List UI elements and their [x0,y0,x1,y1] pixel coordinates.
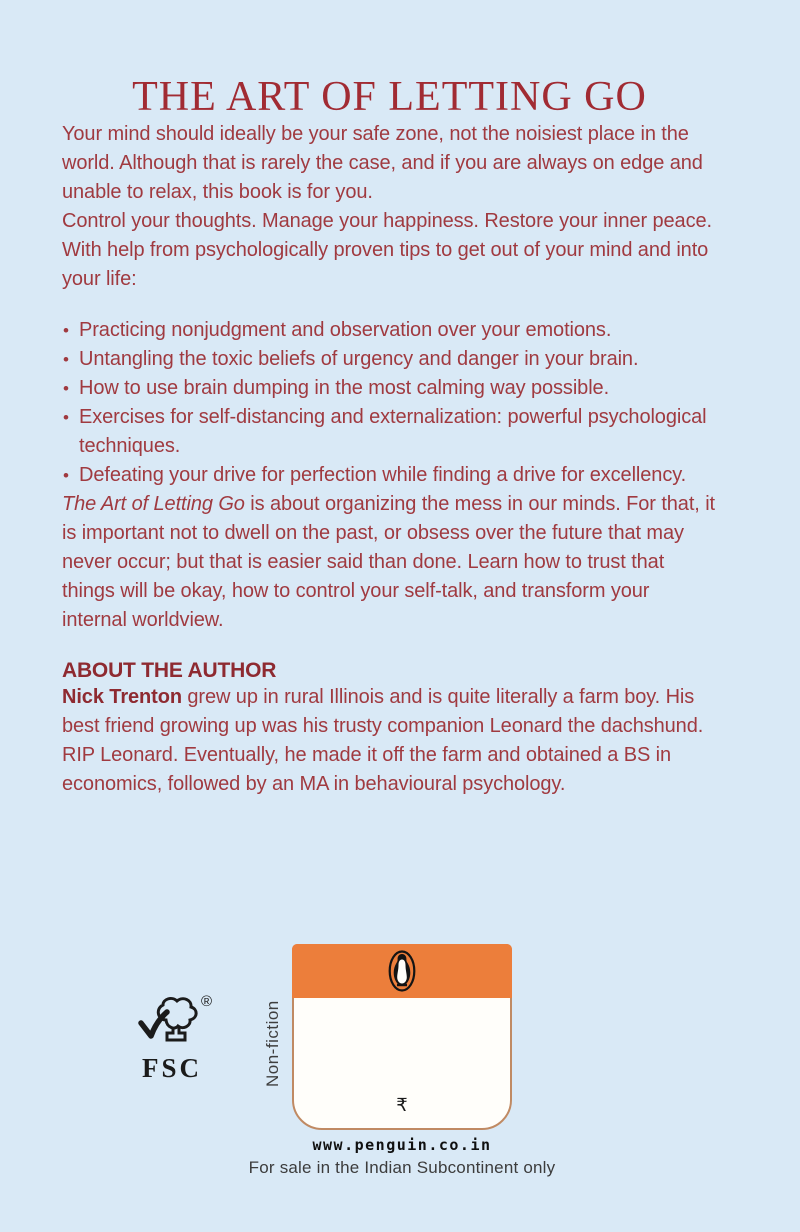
book-title-inline: The Art of Letting Go [62,493,245,516]
bullet-item [62,316,717,345]
closing-text: is about organizing the mess in our minds. For that, it is important not to dwell on the past, or obsess over the future that may never occur; but that is easier said than done. Learn how to trust that things will be okay, how to control your self-talk, and transform your internal worldview. [62,493,715,632]
bullet-item [62,345,717,374]
about-the-author-heading: ABOUT THE AUTHOR [62,659,277,683]
bullet-item [62,403,717,461]
cover-text-block [62,0,717,799]
bullet-text: Exercises for self-distancing and externalization: powerful psychological techniques. [79,406,707,458]
author-bio-paragraph [62,683,717,799]
fsc-tree-checkmark-icon [135,996,209,1046]
author-name: Nick Trenton [62,686,182,709]
bullet-text: Practicing nonjudgment and observation over your emotions. [79,319,612,342]
penguin-orange-band [292,944,512,998]
fsc-logo [130,993,214,1084]
bullet-text: Untangling the toxic beliefs of urgency and danger in your brain. [79,348,639,371]
fsc-label: FSC [141,1053,202,1083]
intro-paragraph-1: Your mind should ideally be your safe zone, not the noisiest place in the world. Although that is rarely the case, and if you are always on edge and unable to relax, this book is for you. [62,123,703,204]
rupee-icon: ₹ [396,1095,408,1115]
sale-restriction-note: For sale in the Indian Subcontinent only [248,1158,556,1177]
bullet-text: Defeating your drive for perfection while finding a drive for excellency. [79,464,687,487]
penguin-logo-icon [387,949,417,993]
book-title: THE ART OF LETTING GO [132,74,647,120]
registered-trademark-icon: ® [200,993,212,1010]
bullet-item [62,461,717,490]
bullet-item [62,374,717,403]
genre-label-vertical: Non-fiction [263,1000,282,1087]
penguin-price-box [292,944,512,1130]
intro-paragraph-2: Control your thoughts. Manage your happiness. Restore your inner peace. With help from psychologically proven tips to get out of your mind and into your life: [62,210,712,291]
feature-bullet-list [62,316,717,490]
publisher-website: www.penguin.co.in [312,1136,492,1154]
bullet-text: How to use brain dumping in the most calming way possible. [79,377,610,400]
closing-paragraph [62,490,717,635]
author-bio-text: grew up in rural Illinois and is quite literally a farm boy. His best friend growing up was his trusty companion Leonard the dachshund. RIP Leonard. Eventually, he made it off the farm and obtained a BS in economics, followed by an MA in behavioural psychology. [62,686,704,796]
